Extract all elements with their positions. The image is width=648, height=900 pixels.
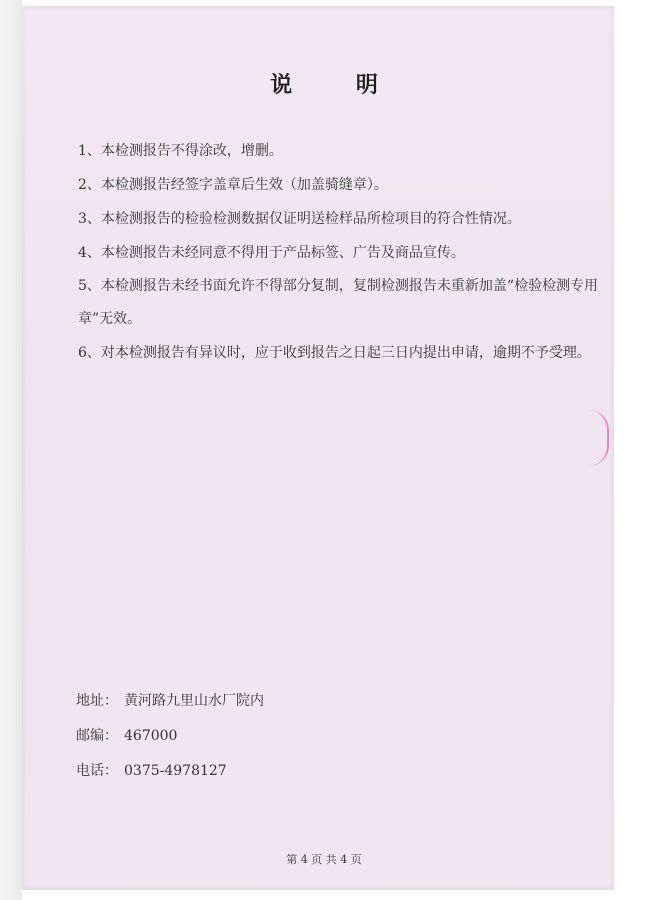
rule-item-1: 1、本检测报告不得涂改，增删。: [78, 143, 283, 159]
scan-margin: [0, 0, 22, 900]
address-value: 黄河路九里山水厂院内: [124, 693, 264, 709]
rule-item-6: 6、对本检测报告有异议时，应于收到报告之日起三日内提出申请，逾期不予受理。: [78, 345, 591, 361]
document-title: 说 明: [270, 72, 406, 98]
rule-item-4: 4、本检测报告未经同意不得用于产品标签、广告及商品宣传。: [78, 245, 465, 261]
rule-item-2: 2、本检测报告经签字盖章后生效（加盖骑缝章）。: [78, 177, 388, 193]
page-number: 第 4 页 共 4 页: [286, 853, 362, 866]
address-line: [76, 690, 264, 710]
address-label: 地址：: [76, 693, 118, 709]
postcode-label: 邮编：: [76, 728, 118, 744]
rule-item-3: 3、本检测报告的检验检测数据仅证明送检样品所检项目的符合性情况。: [78, 211, 521, 227]
phone-line: [76, 760, 227, 780]
postcode-value: 467000: [124, 728, 178, 744]
phone-label: 电话：: [76, 763, 118, 779]
rule-item-5: 5、本检测报告未经书面允许不得部分复制，复制检测报告未重新加盖“检验检测专用章”无效。: [78, 278, 599, 327]
phone-value: 0375-4978127: [124, 763, 227, 779]
postcode-line: [76, 725, 177, 745]
